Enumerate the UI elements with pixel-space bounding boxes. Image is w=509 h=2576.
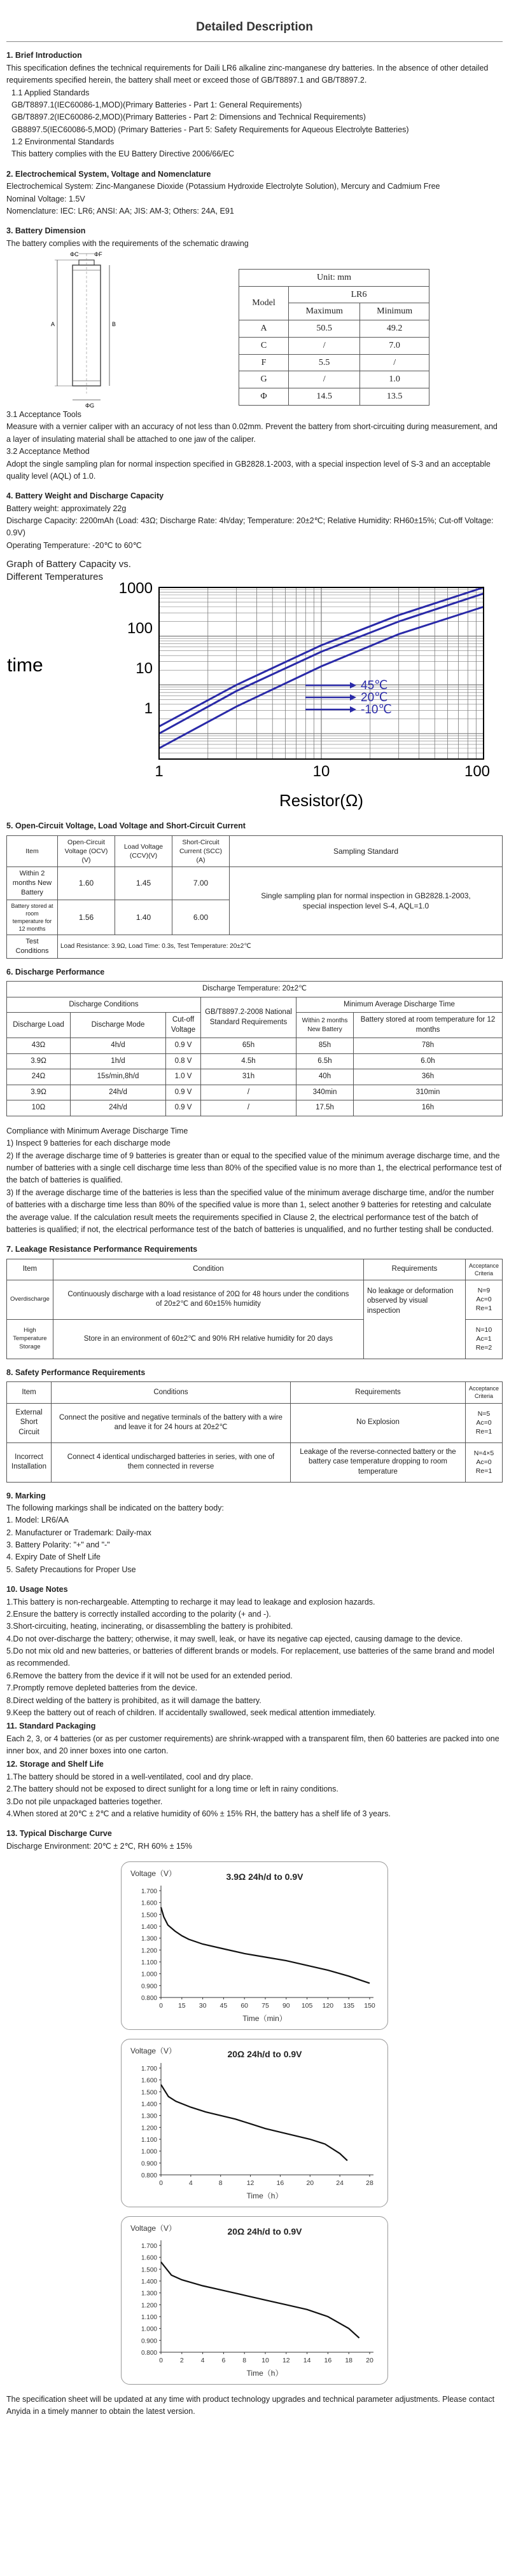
section-marking xyxy=(6,1490,503,1577)
discharge-curve-card xyxy=(121,1861,388,2030)
header-cell: Cut-off Voltage xyxy=(166,1013,201,1038)
text-line: The battery complies with the requirements of the schematic drawing xyxy=(6,238,249,248)
text-line: Battery weight: approximately 22g xyxy=(6,504,127,513)
table-row xyxy=(7,867,503,900)
table-cell: 7.00 xyxy=(172,867,230,900)
text-line: Compliance with Minimum Average Discharge Time xyxy=(6,1126,188,1135)
table-cell: Φ xyxy=(239,388,289,405)
y-tick-label: 1.500 xyxy=(141,1912,157,1919)
y-tick-label: 1.200 xyxy=(141,1947,157,1955)
text-line: Nomenclature: IEC: LR6; ANSI: AA; JIS: AM-3; Others: 24A, E91 xyxy=(6,206,234,216)
x-tick-label: 30 xyxy=(199,2002,207,2010)
legend-label: -10℃ xyxy=(361,703,392,717)
table-cell: Connect the positive and negative terminals of the battery with a wire and leave it for 24 hours at 20±2℃ xyxy=(52,1403,291,1442)
section-heading: 4. Battery Weight and Discharge Capacity xyxy=(6,491,164,501)
table-cell: 50.5 xyxy=(289,320,360,338)
table-cell: 36h xyxy=(354,1069,503,1085)
dimension-label: ΦC xyxy=(70,251,79,258)
x-tick-label: 12 xyxy=(246,2179,254,2188)
table-cell: Within 2 months New Battery xyxy=(7,867,58,900)
section-voltage-current xyxy=(6,820,503,959)
x-tick-label: 12 xyxy=(282,2357,290,2365)
x-axis-title: Time（h） xyxy=(246,2369,283,2378)
list-item: 6.Remove the battery from the device if it will not be used for an extended period. xyxy=(6,1671,293,1680)
x-axis-title: Resistor(Ω) xyxy=(279,791,364,811)
list-item: 3.Short-circuiting, heating, incinerating, or disassembling the battery is prohibited. xyxy=(6,1622,293,1631)
table-cell: N=10 Ac=1 Re=2 xyxy=(465,1319,502,1359)
y-tick-label: 1.500 xyxy=(141,2266,157,2274)
page-title: Detailed Description xyxy=(196,20,313,34)
discharge-curve-line xyxy=(161,1907,370,1983)
dimension-label: ΦF xyxy=(94,251,102,258)
section-usage-notes xyxy=(6,1584,503,1719)
table-cell: Leakage of the reverse-connected battery or the battery case temperature dropping to room temperature xyxy=(290,1442,465,1482)
y-tick-label: 1.600 xyxy=(141,2077,157,2085)
list-item: 1. Model: LR6/AA xyxy=(6,1516,69,1525)
discharge-curves xyxy=(6,1861,503,2385)
discharge-curve-line xyxy=(161,2085,347,2161)
header-cell: Discharge Conditions xyxy=(7,997,201,1013)
x-tick-label: 4 xyxy=(200,2357,205,2365)
table-row xyxy=(7,1069,503,1085)
dimension-label: B xyxy=(112,321,116,328)
discharge-table xyxy=(6,981,503,1116)
header-cell: Item xyxy=(7,1382,52,1403)
leakage-table xyxy=(6,1259,503,1359)
table-cell: Battery stored at room temperature for 12 months xyxy=(7,900,58,935)
table-cell: 6.0h xyxy=(354,1053,503,1069)
table-cell: 13.5 xyxy=(360,388,429,405)
header-cell: LR6 xyxy=(289,286,429,303)
header-cell: Sampling Standard xyxy=(230,835,503,867)
chart-title: 3.9Ω 24h/d to 0.9V xyxy=(226,1872,303,1882)
section-battery-dimension xyxy=(6,225,503,483)
header-cell: Minimum xyxy=(360,303,429,320)
x-tick-label: 150 xyxy=(364,2002,375,2010)
table-cell: 3.9Ω xyxy=(7,1085,71,1100)
paragraph: 2) If the average discharge time of 9 batteries is greater than or equal to the specified value of the minimum average discharge time, and the number of batteries with a single cell discharge time less than 80% of the specified value is no more than 1, the electrical performance test of the batch of batteries is qualified. xyxy=(6,1151,502,1185)
section-brief-introduction xyxy=(6,50,503,160)
y-tick-label: 1.700 xyxy=(141,2066,157,2073)
text-line: 3.2 Acceptance Method xyxy=(6,447,90,456)
section-typical-discharge-curve xyxy=(6,1828,503,2385)
y-tick-label: 1.000 xyxy=(141,1971,157,1978)
table-cell: 24Ω xyxy=(7,1069,71,1085)
table-cell: 4h/d xyxy=(71,1038,166,1054)
section-heading: 6. Discharge Performance xyxy=(6,967,105,976)
table-cell: High Temperature Storage xyxy=(7,1319,53,1359)
table-cell: External Short Circuit xyxy=(7,1403,52,1442)
text-line: 3.1 Acceptance Tools xyxy=(6,410,81,420)
table-cell: 0.8 V xyxy=(166,1053,201,1069)
table-cell: 0.9 V xyxy=(166,1100,201,1116)
battery-schematic xyxy=(32,250,191,409)
header-cell: Load Voltage (CCV)(V) xyxy=(115,835,172,867)
table-row xyxy=(239,354,429,371)
discharge-curve-line xyxy=(161,2262,359,2338)
x-tick-label: 10 xyxy=(312,763,330,781)
table-cell: Overdischarge xyxy=(7,1280,53,1319)
section-heading: 3. Battery Dimension xyxy=(6,226,86,236)
header-cell: Battery stored at room temperature for 12 months xyxy=(354,1013,503,1038)
table-cell: Incorrect Installation xyxy=(7,1442,52,1482)
x-tick-label: 4 xyxy=(188,2179,193,2188)
table-cell: Continuously discharge with a load resistance of 20Ω for 48 hours under the conditions of 20±2℃ and 60±15% humidity xyxy=(53,1280,363,1319)
list-item: 4.Do not over-discharge the battery; otherwise, it may swell, leak, or have its negative cap ejected, causing damage to the device. xyxy=(6,1634,463,1643)
list-item: 4.When stored at 20℃ ± 2℃ and a relative humidity of 60% ± 15% RH, the battery has a shelf life of 3 years. xyxy=(6,1809,391,1818)
header-cell: Model xyxy=(239,286,289,320)
table-cell: 1.40 xyxy=(115,900,172,935)
table-row xyxy=(7,1403,503,1442)
text-line: Discharge Environment: 20℃ ± 2℃, RH 60% ± 15% xyxy=(6,1841,192,1851)
table-cell: 0.9 V xyxy=(166,1038,201,1054)
discharge-curve-chart xyxy=(122,2217,389,2385)
table-cell: 40h xyxy=(296,1069,354,1085)
y-tick-label: 1.200 xyxy=(141,2125,157,2132)
table-row xyxy=(7,1038,503,1054)
header-cell: Acceptance Criteria xyxy=(465,1382,502,1403)
table-row xyxy=(7,935,503,959)
list-item: 5.Do not mix old and new batteries, or batteries of different brands or models. For replacement, use batteries of the same brand and model as recommended. xyxy=(6,1647,494,1668)
y-tick-label: 10 xyxy=(136,660,153,678)
table-cell: N=4×5 Ac=0 Re=1 xyxy=(465,1442,502,1482)
header-cell: GB/T8897.2-2008 National Standard Requirements xyxy=(201,997,296,1038)
section-heading: 2. Electrochemical System, Voltage and Nomenclature xyxy=(6,169,211,179)
table-cell: Store in an environment of 60±2℃ and 90% RH relative humidity for 20 days xyxy=(53,1319,363,1359)
unit-label: Unit: mm xyxy=(239,270,429,287)
y-tick-label: 1.700 xyxy=(141,1888,157,1896)
legend-arrowhead xyxy=(350,706,356,713)
chart-caption xyxy=(6,558,503,583)
dimension-table xyxy=(239,269,429,406)
table-cell: 1.0 V xyxy=(166,1069,201,1085)
x-tick-label: 90 xyxy=(282,2002,290,2010)
text-line: Nominal Voltage: 1.5V xyxy=(6,194,85,203)
table-cell: / xyxy=(289,337,360,354)
table-cell: 3.9Ω xyxy=(7,1053,71,1069)
table-cell: 65h xyxy=(201,1038,296,1054)
title-divider xyxy=(6,41,503,42)
x-tick-label: 0 xyxy=(159,2357,163,2365)
y-tick-label: 1.400 xyxy=(141,1924,157,1931)
list-item: 2. Manufacturer or Trademark: Daily-max xyxy=(6,1528,151,1537)
list-item: 9.Keep the battery out of reach of children. If accidentally swallowed, seek medical attention immediately. xyxy=(6,1708,376,1717)
table-cell: 85h xyxy=(296,1038,354,1054)
table-cell: Test Conditions xyxy=(7,935,58,959)
legend-label: 20℃ xyxy=(361,691,388,705)
x-tick-label: 0 xyxy=(159,2179,163,2188)
x-tick-label: 135 xyxy=(343,2002,354,2010)
y-tick-label: 1000 xyxy=(118,582,153,598)
paragraph: Measure with a vernier caliper with an accuracy of not less than 0.02mm. Prevent the battery from short-circuiting during measurement, and a layer of insulating material shall be attached to one jaw of the caliper. xyxy=(6,422,498,444)
table-cell: Load Resistance: 3.9Ω, Load Time: 0.3s, Test Temperature: 20±2℃ xyxy=(58,935,503,959)
x-tick-label: 1 xyxy=(155,763,164,781)
table-row xyxy=(7,1100,503,1116)
text-line: 1) Inspect 9 batteries for each discharge mode xyxy=(6,1139,171,1148)
table-cell: 6.5h xyxy=(296,1053,354,1069)
section-standard-packaging xyxy=(6,1720,503,1757)
footer-note: The specification sheet will be updated at any time with product technology upgrades and technical parameter adjustments. Please contact Anyida in a timely manner to obtain the latest version. xyxy=(6,2395,495,2416)
paragraph: Adopt the single sampling plan for normal inspection specified in GB2828.1-2003, with a special inspection level of S-3 and an acceptable quality level (AQL) of 1.0. xyxy=(6,459,491,481)
x-tick-label: 14 xyxy=(303,2357,311,2365)
y-axis-title: time xyxy=(7,655,43,676)
section-heading: 1. Brief Introduction xyxy=(6,51,82,60)
y-tick-label: 0.800 xyxy=(141,2172,157,2180)
table-cell: A xyxy=(239,320,289,338)
table-row xyxy=(239,371,429,388)
header-cell: Minimum Average Discharge Time xyxy=(296,997,503,1013)
list-item: The following markings shall be indicated on the battery body: xyxy=(6,1503,224,1512)
table-cell: 1h/d xyxy=(71,1053,166,1069)
y-axis-title: Voltage（V） xyxy=(130,1869,177,1879)
x-tick-label: 16 xyxy=(276,2179,284,2188)
table-row xyxy=(7,1085,503,1100)
section-heading: 11. Standard Packaging xyxy=(6,1722,96,1731)
header-cell: Discharge Load xyxy=(7,1013,71,1038)
table-cell: 5.5 xyxy=(289,354,360,371)
header-cell: Maximum xyxy=(289,303,360,320)
x-tick-label: 28 xyxy=(366,2179,373,2188)
table-cell: No Explosion xyxy=(290,1403,465,1442)
discharge-curve-chart xyxy=(122,2039,389,2208)
chart-legend xyxy=(305,679,392,716)
list-item: 2.Ensure the battery is correctly installed according to the polarity (+ and -). xyxy=(6,1609,271,1619)
x-tick-label: 24 xyxy=(336,2179,344,2188)
section-heading: 12. Storage and Shelf Life xyxy=(6,1760,104,1769)
y-tick-label: 1.500 xyxy=(141,2089,157,2097)
paragraph: This specification defines the technical requirements for Daili LR6 alkaline zinc-manganese dry batteries. In the absence of other detailed requirements specified herein, the battery shall meet or exceed those of GB/T8897.1 and GB/T8897.2. xyxy=(6,63,489,85)
header-cell: Conditions xyxy=(52,1382,291,1403)
table-cell: / xyxy=(201,1085,296,1100)
y-tick-label: 1.400 xyxy=(141,2101,157,2109)
x-tick-label: 10 xyxy=(261,2357,269,2365)
y-tick-label: 1.300 xyxy=(141,2113,157,2120)
section-leakage-resistance xyxy=(6,1243,503,1359)
section-heading: 8. Safety Performance Requirements xyxy=(6,1367,146,1377)
header-cell: Within 2 months New Battery xyxy=(296,1013,354,1038)
y-tick-label: 0.900 xyxy=(141,2338,157,2345)
paragraph: Each 2, 3, or 4 batteries (or as per customer requirements) are shrink-wrapped with a transparent film, then 60 batteries are packed into one inner box, and 20 inner boxes into one carton. xyxy=(6,1734,499,1756)
legend-arrowhead xyxy=(350,682,356,689)
list-item: 2.The battery should not be exposed to direct sunlight for a long time or left in rainy conditions. xyxy=(6,1785,338,1794)
y-tick-label: 1.300 xyxy=(141,1935,157,1943)
x-tick-label: 100 xyxy=(464,763,491,781)
text-line: Discharge Capacity: 2200mAh (Load: 43Ω; Discharge Rate: 4h/day; Temperature: 20±2℃; Relative Humidity: RH60±15%; Cut-off Voltage: 0.9V) xyxy=(6,516,494,538)
section-electrochemical-system xyxy=(6,168,503,218)
y-tick-label: 1.300 xyxy=(141,2290,157,2298)
table-cell: 0.9 V xyxy=(166,1085,201,1100)
y-axis-title: Voltage（V） xyxy=(130,2046,177,2056)
table-cell: / xyxy=(289,371,360,388)
y-tick-label: 1.200 xyxy=(141,2302,157,2310)
section-heading: 7. Leakage Resistance Performance Requirements xyxy=(6,1245,198,1254)
table-cell: 24h/d xyxy=(71,1100,166,1116)
header-cell: Requirements xyxy=(290,1382,465,1403)
y-tick-label: 0.900 xyxy=(141,1983,157,1990)
section-discharge-performance xyxy=(6,966,503,1236)
table-cell: N=9 Ac=0 Re=1 xyxy=(465,1280,502,1319)
table-row xyxy=(7,1442,503,1482)
header-cell: Condition xyxy=(53,1259,363,1280)
y-tick-label: 1.100 xyxy=(141,2137,157,2144)
table-cell: 78h xyxy=(354,1038,503,1054)
y-tick-label: 1.600 xyxy=(141,2254,157,2262)
section-weight-capacity xyxy=(6,490,503,552)
list-item: 3. Battery Polarity: "+" and "-" xyxy=(6,1540,110,1550)
table-cell: 43Ω xyxy=(7,1038,71,1054)
section-heading: 9. Marking xyxy=(6,1491,46,1500)
table-cell: 31h xyxy=(201,1069,296,1085)
y-tick-label: 1.400 xyxy=(141,2278,157,2286)
x-tick-label: 15 xyxy=(178,2002,186,2010)
text-line: GB/T8897.1(IEC60086-1,MOD)(Primary Batteries - Part 1: General Requirements) xyxy=(11,100,302,109)
list-item: 5. Safety Precautions for Proper Use xyxy=(6,1565,136,1574)
table-cell: 16h xyxy=(354,1100,503,1116)
text-line: Operating Temperature: -20℃ to 60℃ xyxy=(6,540,142,550)
x-tick-label: 8 xyxy=(218,2179,223,2188)
dimension-label: ΦG xyxy=(85,402,95,409)
capacity-chart xyxy=(6,582,503,811)
x-tick-label: 6 xyxy=(221,2357,226,2365)
table-cell: F xyxy=(239,354,289,371)
table-cell: 10Ω xyxy=(7,1100,71,1116)
compliance-notes xyxy=(6,1125,503,1236)
table-cell: 1.0 xyxy=(360,371,429,388)
header-cell: Open-Circuit Voltage (OCV)(V) xyxy=(58,835,115,867)
section-heading: 5. Open-Circuit Voltage, Load Voltage and Short-Circuit Current xyxy=(6,821,246,831)
dimension-label: A xyxy=(51,321,55,328)
discharge-curve-chart xyxy=(122,1862,389,2031)
x-tick-label: 105 xyxy=(301,2002,313,2010)
x-tick-label: 60 xyxy=(241,2002,249,2010)
table-cell: 1.60 xyxy=(58,867,115,900)
header-cell: Item xyxy=(7,835,58,867)
table-cell: Single sampling plan for normal inspection in GB2828.1-2003, special inspection level S-4, AQL=1.0 xyxy=(230,867,503,935)
x-tick-label: 8 xyxy=(242,2357,247,2365)
y-tick-label: 0.800 xyxy=(141,1995,157,2003)
header-cell: Discharge Temperature: 20±2℃ xyxy=(7,982,503,997)
section-storage-shelf-life xyxy=(6,1758,503,1820)
table-cell: 24h/d xyxy=(71,1085,166,1100)
table-cell: / xyxy=(201,1100,296,1116)
table-cell: No leakage or deformation observed by visual inspection xyxy=(363,1280,465,1359)
x-tick-label: 120 xyxy=(322,2002,334,2010)
table-cell: 310min xyxy=(354,1085,503,1100)
table-cell: N=5 Ac=0 Re=1 xyxy=(465,1403,502,1442)
table-cell: 6.00 xyxy=(172,900,230,935)
table-row xyxy=(7,1280,503,1319)
x-tick-label: 2 xyxy=(179,2357,184,2365)
list-item: 1.This battery is non-rechargeable. Attempting to recharge it may lead to leakage and explosion hazards. xyxy=(6,1597,375,1607)
text-line: GB/T8897.2(IEC60086-2,MOD)(Primary Batteries - Part 2: Dimensions and Technical Requirements) xyxy=(11,113,366,122)
dimension-figure xyxy=(6,250,503,409)
chart-caption-line: Graph of Battery Capacity vs. xyxy=(6,559,131,570)
table-cell: C xyxy=(239,337,289,354)
x-tick-label: 45 xyxy=(220,2002,228,2010)
x-tick-label: 20 xyxy=(306,2179,314,2188)
section-heading: 13. Typical Discharge Curve xyxy=(6,1829,112,1839)
text-line: This battery complies with the EU Battery Directive 2006/66/EC xyxy=(11,149,235,159)
text-line: 1.2 Environmental Standards xyxy=(11,137,115,147)
text-line: GB8897.5(IEC60086-5,MOD) (Primary Batteries - Part 5: Safety Requirements for Aqueous Electrolyte Batteries) xyxy=(11,125,409,134)
y-tick-label: 1.100 xyxy=(141,2314,157,2322)
text-line: 1.1 Applied Standards xyxy=(11,88,90,97)
table-cell: G xyxy=(239,371,289,388)
chart-caption-line: Different Temperatures xyxy=(6,571,104,582)
section-safety-performance xyxy=(6,1367,503,1483)
safety-table xyxy=(6,1381,503,1482)
chart-title: 20Ω 24h/d to 0.9V xyxy=(227,2049,302,2060)
header-cell: Short-Circuit Current (SCC)(A) xyxy=(172,835,230,867)
y-tick-label: 1.700 xyxy=(141,2243,157,2251)
y-tick-label: 0.800 xyxy=(141,2350,157,2357)
table-row xyxy=(239,337,429,354)
list-item: 8.Direct welding of the battery is prohibited, as it will damage the battery. xyxy=(6,1696,261,1705)
y-tick-label: 1.000 xyxy=(141,2148,157,2156)
discharge-curve-card xyxy=(121,2039,388,2207)
header-cell: Item xyxy=(7,1259,53,1280)
table-cell: 1.56 xyxy=(58,900,115,935)
chart-grid xyxy=(159,587,484,759)
table-row xyxy=(239,388,429,405)
table-cell: 340min xyxy=(296,1085,354,1100)
y-tick-label: 0.900 xyxy=(141,2160,157,2168)
table-cell: / xyxy=(360,354,429,371)
list-item: 1.The battery should be stored in a well-ventilated, cool and dry place. xyxy=(6,1772,253,1781)
table-cell: 4.5h xyxy=(201,1053,296,1069)
x-tick-label: 16 xyxy=(324,2357,332,2365)
x-tick-label: 20 xyxy=(366,2357,373,2365)
paragraph: 3) If the average discharge time of the batteries is less than the specified value of the minimum average discharge time, and/or the number of batteries with a discharge time less than 80% of the specified value is more than 1, select another 9 batteries for retesting and calculate the average value. If the calculation result meets the requirements specified in Clause 2, the electrical performance test of the batch of batteries is qualified; if not, the electrical performance test of the batch of batteries is unqualified, and no further testing shall be conducted. xyxy=(6,1188,494,1234)
table-cell: 17.5h xyxy=(296,1100,354,1116)
y-tick-label: 1.100 xyxy=(141,1959,157,1967)
list-item: 4. Expiry Date of Shelf Life xyxy=(6,1552,101,1562)
y-tick-label: 1.000 xyxy=(141,2326,157,2333)
discharge-curve-card xyxy=(121,2216,388,2385)
table-cell: Connect 4 identical undischarged batteries in series, with one of them connected in reverse xyxy=(52,1442,291,1482)
table-cell: 49.2 xyxy=(360,320,429,338)
table-cell: 14.5 xyxy=(289,388,360,405)
y-tick-label: 1.600 xyxy=(141,1900,157,1907)
capacity-chart-block xyxy=(6,558,503,812)
header-cell: Acceptance Criteria xyxy=(465,1259,502,1280)
voltage-current-table xyxy=(6,835,503,959)
table-row xyxy=(7,1053,503,1069)
y-axis-title: Voltage（V） xyxy=(130,2224,177,2233)
table-cell: 15s/min,8h/d xyxy=(71,1069,166,1085)
table-row xyxy=(239,320,429,338)
x-axis-title: Time（min） xyxy=(242,2014,287,2024)
chart-title: 20Ω 24h/d to 0.9V xyxy=(227,2226,302,2237)
y-tick-label: 100 xyxy=(127,620,153,638)
header-cell: Requirements xyxy=(363,1259,465,1280)
y-tick-label: 1 xyxy=(144,700,153,718)
text-line: Electrochemical System: Zinc-Manganese Dioxide (Potassium Hydroxide Electrolyte Solution), Mercury and Cadmium Free xyxy=(6,182,440,191)
list-item: 3.Do not pile unpackaged batteries together. xyxy=(6,1797,163,1806)
table-cell: 1.45 xyxy=(115,867,172,900)
x-tick-label: 75 xyxy=(261,2002,269,2010)
x-tick-label: 0 xyxy=(159,2002,163,2010)
x-axis-title: Time（h） xyxy=(246,2191,283,2201)
header-cell: Discharge Mode xyxy=(71,1013,166,1038)
x-tick-label: 18 xyxy=(345,2357,353,2365)
list-item: 7.Promptly remove depleted batteries from the device. xyxy=(6,1683,198,1693)
table-cell: 7.0 xyxy=(360,337,429,354)
legend-label: 45℃ xyxy=(361,679,388,693)
section-heading: 10. Usage Notes xyxy=(6,1585,68,1594)
